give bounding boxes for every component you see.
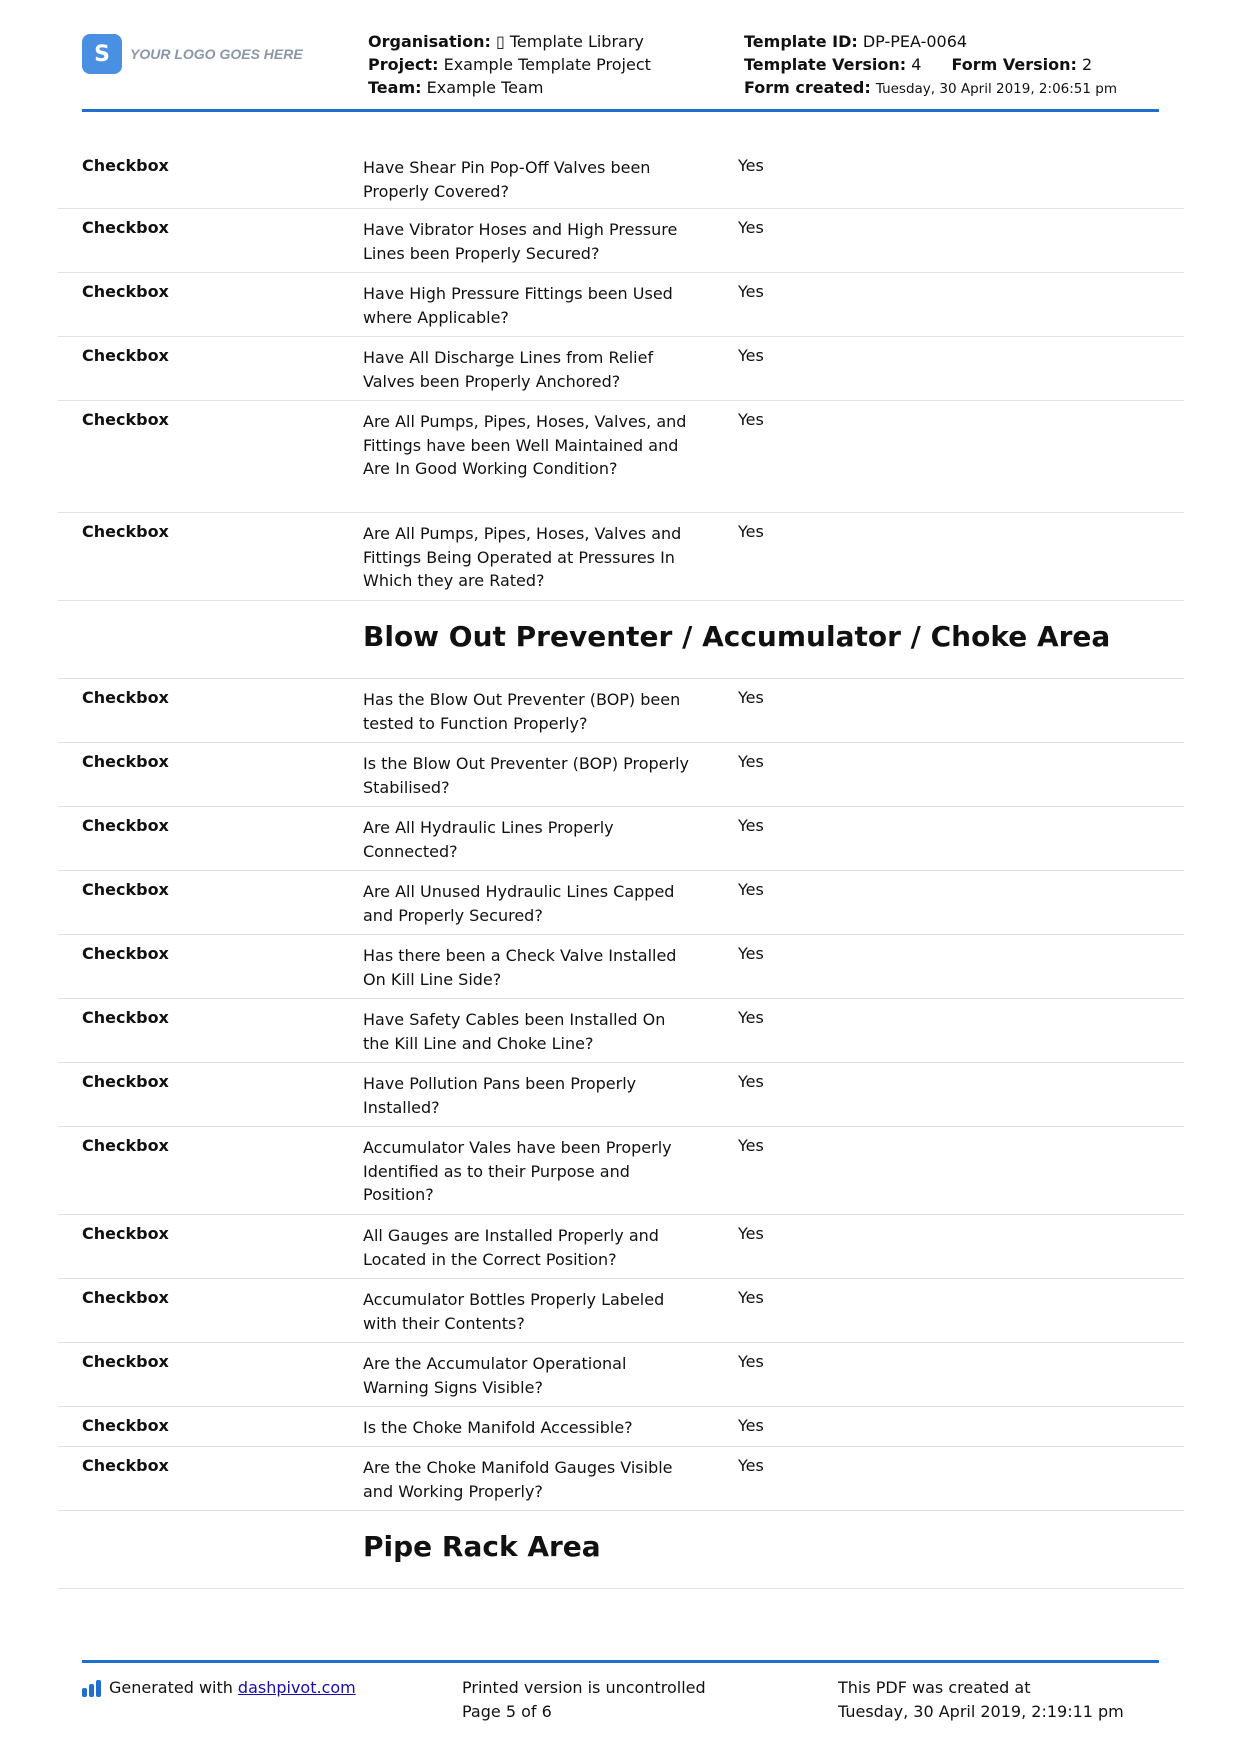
generated-prefix: Generated with (109, 1678, 233, 1697)
table-row (58, 272, 1184, 337)
row-answer: Yes (738, 410, 764, 429)
row-question: Are All Unused Hydraulic Lines Capped and Properly Secured? (363, 882, 675, 925)
row-question: Accumulator Bottles Properly Labeled with their Contents? (363, 1290, 665, 1333)
row-question: All Gauges are Installed Properly and Located in the Correct Position? (363, 1226, 659, 1269)
row-answer: Yes (738, 218, 764, 237)
row-question: Have Safety Cables been Installed On the Kill Line and Choke Line? (363, 1010, 666, 1053)
section-title: Blow Out Preventer / Accumulator / Choke Area (363, 620, 1111, 653)
row-answer: Yes (738, 816, 764, 835)
row-type: Checkbox (82, 1456, 169, 1475)
row-type: Checkbox (82, 346, 169, 365)
table-row (58, 512, 1184, 601)
pdf-created-date: Tuesday, 30 April 2019, 2:19:11 pm (838, 1701, 1124, 1721)
row-question: Are All Pumps, Pipes, Hoses, Valves and Fittings Being Operated at Pressures In Which they are Rated? (363, 524, 682, 590)
table-row (58, 742, 1184, 807)
template-id-label: Template ID: (744, 32, 858, 51)
row-type: Checkbox (82, 1416, 169, 1435)
row-type: Checkbox (82, 282, 169, 301)
footer-right (838, 1676, 1124, 1723)
row-type: Checkbox (82, 880, 169, 899)
project-label: Project: (368, 55, 439, 74)
logo (82, 34, 303, 74)
row-question: Are All Pumps, Pipes, Hoses, Valves, and Fittings have been Well Maintained and Are In Good Working Condition? (363, 412, 687, 478)
row-question: Is the Choke Manifold Accessible? (363, 1418, 633, 1437)
row-question: Have Vibrator Hoses and High Pressure Lines been Properly Secured? (363, 220, 678, 263)
table-row (58, 870, 1184, 935)
section-title: Pipe Rack Area (363, 1530, 601, 1563)
logo-icon: S (82, 34, 122, 74)
table-row (58, 1446, 1184, 1511)
table-row (58, 336, 1184, 401)
team-label: Team: (368, 78, 422, 97)
section-heading-bop (58, 600, 1184, 679)
row-answer: Yes (738, 944, 764, 963)
template-id-value: DP-PEA-0064 (862, 32, 968, 51)
row-question: Are All Hydraulic Lines Properly Connected? (363, 818, 614, 861)
row-answer: Yes (738, 346, 764, 365)
template-version-value: 4 (911, 55, 922, 74)
table-row (58, 1126, 1184, 1215)
project-value: Example Template Project (443, 55, 651, 74)
generated-with (82, 1676, 356, 1700)
row-type: Checkbox (82, 816, 169, 835)
footer-middle (462, 1676, 706, 1723)
row-type: Checkbox (82, 156, 169, 175)
form-version-value: 2 (1081, 55, 1093, 74)
page-header (82, 28, 1159, 110)
row-type: Checkbox (82, 1352, 169, 1371)
organisation-value: ▯ Template Library (495, 32, 644, 51)
row-type: Checkbox (82, 522, 169, 541)
row-question: Have High Pressure Fittings been Used where Applicable? (363, 284, 673, 327)
table-row (58, 998, 1184, 1063)
row-answer: Yes (738, 1352, 764, 1371)
row-answer: Yes (738, 1072, 764, 1091)
header-divider (82, 109, 1159, 112)
team-value: Example Team (426, 78, 544, 97)
header-template-info (744, 30, 1117, 101)
table-row (58, 1278, 1184, 1343)
row-question: Have Pollution Pans been Properly Installed? (363, 1074, 637, 1117)
row-answer: Yes (738, 1288, 764, 1307)
row-type: Checkbox (82, 1224, 169, 1243)
row-type: Checkbox (82, 688, 169, 707)
section-heading-pipe-rack (58, 1510, 1184, 1589)
form-created-label: Form created: (744, 78, 871, 97)
row-answer: Yes (738, 282, 764, 301)
table-row (58, 134, 1184, 209)
row-question: Are the Choke Manifold Gauges Visible and Working Properly? (363, 1458, 673, 1501)
form-version-label: Form Version: (951, 55, 1077, 74)
row-question: Have Shear Pin Pop-Off Valves been Properly Covered? (363, 158, 651, 201)
row-answer: Yes (738, 156, 764, 175)
row-answer: Yes (738, 880, 764, 899)
row-question: Has the Blow Out Preventer (BOP) been tested to Function Properly? (363, 690, 681, 733)
table-row (58, 1406, 1184, 1447)
row-answer: Yes (738, 522, 764, 541)
table-row (58, 400, 1184, 513)
organisation-label: Organisation: (368, 32, 491, 51)
row-type: Checkbox (82, 1136, 169, 1155)
table-row (58, 806, 1184, 871)
footer-divider (82, 1660, 1159, 1663)
header-project-info (368, 30, 651, 99)
table-row (58, 1062, 1184, 1127)
row-question: Is the Blow Out Preventer (BOP) Properly Stabilised? (363, 754, 690, 797)
row-question: Has there been a Check Valve Installed On Kill Line Side? (363, 946, 677, 989)
dashpivot-bars-icon (82, 1679, 101, 1697)
table-row (58, 208, 1184, 273)
row-answer: Yes (738, 688, 764, 707)
pdf-created-label: This PDF was created at (838, 1678, 1031, 1697)
table-row (58, 1214, 1184, 1279)
row-type: Checkbox (82, 944, 169, 963)
row-answer: Yes (738, 1136, 764, 1155)
row-type: Checkbox (82, 1008, 169, 1027)
row-answer: Yes (738, 1008, 764, 1027)
dashpivot-link[interactable]: dashpivot.com (237, 1678, 356, 1697)
logo-text: YOUR LOGO GOES HERE (130, 46, 303, 62)
row-type: Checkbox (82, 1072, 169, 1091)
row-type: Checkbox (82, 1288, 169, 1307)
row-question: Accumulator Vales have been Properly Identified as to their Purpose and Position? (363, 1138, 672, 1204)
row-question: Have All Discharge Lines from Relief Valves been Properly Anchored? (363, 348, 654, 391)
row-answer: Yes (738, 1224, 764, 1243)
page-number: Page 5 of 6 (462, 1701, 552, 1721)
uncontrolled-notice: Printed version is uncontrolled (462, 1678, 706, 1697)
table-row (58, 1342, 1184, 1407)
row-type: Checkbox (82, 218, 169, 237)
row-answer: Yes (738, 752, 764, 771)
row-answer: Yes (738, 1416, 764, 1435)
table-row (58, 934, 1184, 999)
form-created-value: Tuesday, 30 April 2019, 2:06:51 pm (875, 81, 1117, 97)
row-type: Checkbox (82, 752, 169, 771)
template-version-label: Template Version: (744, 55, 907, 74)
row-question: Are the Accumulator Operational Warning Signs Visible? (363, 1354, 627, 1397)
row-answer: Yes (738, 1456, 764, 1475)
row-type: Checkbox (82, 410, 169, 429)
table-row (58, 678, 1184, 743)
